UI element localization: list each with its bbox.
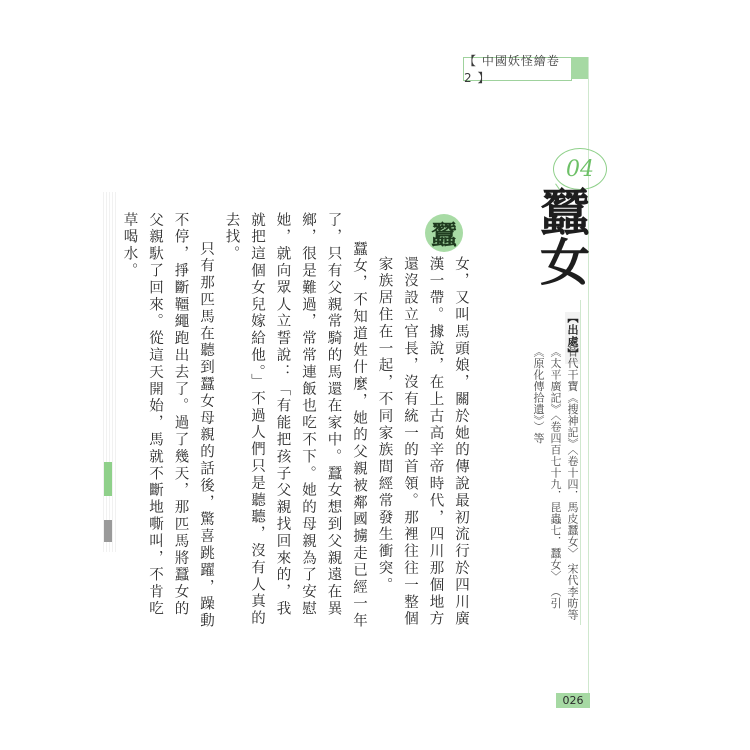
body-text	[121, 212, 473, 632]
source-citations: 晉代干寶《搜神記》〈卷十四．馬皮蠶女〉 宋代李昉等《太平廣記》〈卷四百七十九．昆蟲七．蠶女〉 （引《原化傳拾遺》）等	[532, 346, 579, 621]
paragraph: 女，又叫馬頭娘，關於她的傳說最初流行於四川廣漢一帶。據說，在上古高辛帝時代，四川那個地方還沒設立官長，沒有統一的首領。那裡往往一整個家族居住在一起，不同家族間經常發生衝突。	[376, 256, 469, 628]
header-accent-block	[571, 57, 588, 79]
edge-tab-gray	[104, 520, 112, 542]
chapter-title: 蠶女	[532, 186, 590, 286]
chapter-number-badge: 04	[553, 148, 607, 190]
source-label: 【出處】	[565, 312, 580, 364]
paragraph: 蠶女，不知道姓什麼，她的父親被鄰國擄走已經一年了，只有父親常騎的馬還在家中。蠶女想到父親遠在異鄉，很是難過，常常連飯也吃不下。她的母親為了安慰她，就向眾人立誓說：「有能把孩子父親找回來的，我就把這個女兒嫁給他。」不過人們只是聽聽，沒有人真的去找。	[223, 212, 367, 630]
running-header: 【 中國妖怪繪卷 2 】	[463, 57, 572, 81]
edge-tab-green	[104, 462, 112, 496]
page-number: 026	[556, 693, 590, 708]
drop-cap-character: 蠶	[425, 214, 463, 252]
page-edge-decoration	[103, 192, 117, 552]
paragraph: 只有那匹馬在聽到蠶女母親的話後，驚喜跳躍，躁動不停，掙斷韁繩跑出去了。過了幾天，那匹馬將蠶女的父親馱了回來。從這天開始，馬就不斷地嘶叫，不肯吃草喝水。	[121, 212, 214, 630]
